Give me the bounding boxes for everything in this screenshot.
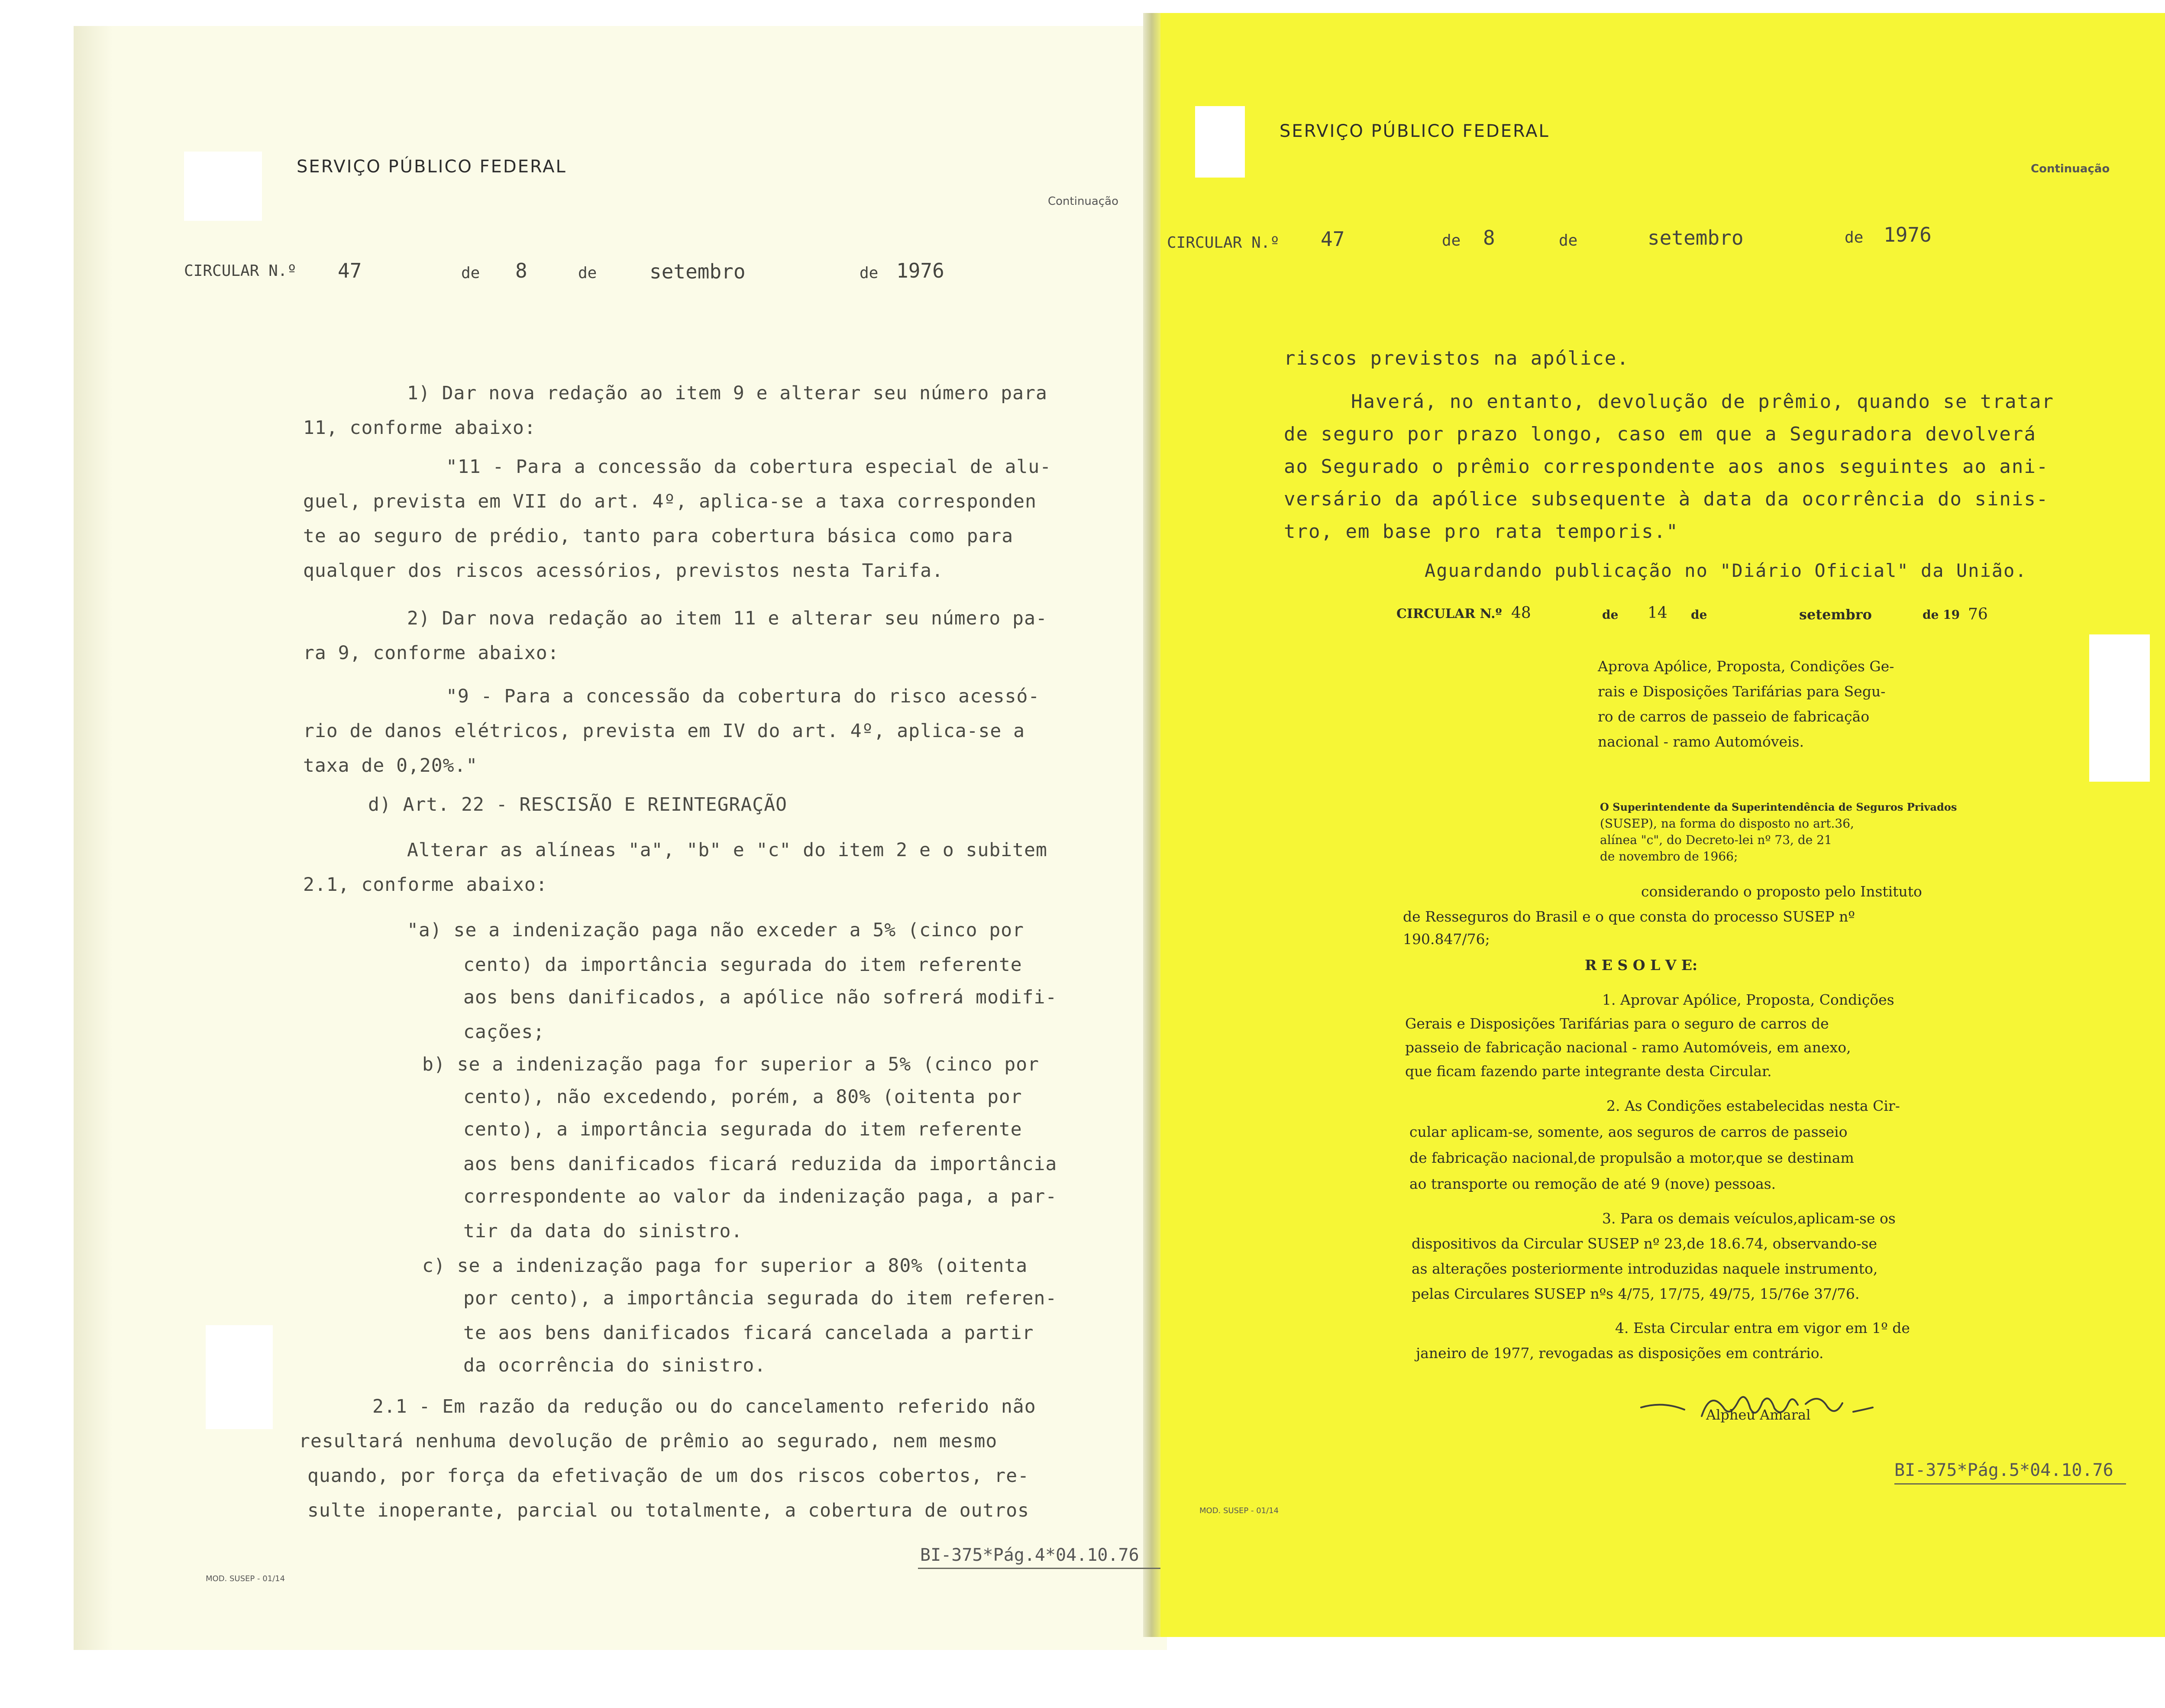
circular-month: setembro (1799, 606, 1872, 623)
body-line: ra 9, conforme abaixo: (303, 642, 559, 664)
body-line: cento), não excedendo, porém, a 80% (oitenta por (463, 1086, 1022, 1108)
circular-de: de (1845, 229, 1864, 246)
circular-year: 76 (1968, 605, 1988, 623)
preamble-line: alínea "c", do Decreto-lei nº 73, de 21 (1600, 833, 1832, 847)
body-line: ao Segurado o prêmio correspondente aos anos seguintes ao ani- (1284, 456, 2049, 478)
body-line: 2.1 - Em razão da redução ou do cancelamento referido não (372, 1396, 1036, 1417)
circular-heading (184, 262, 297, 280)
page-reference-underline (1894, 1483, 2126, 1485)
body-line: quando, por força da efetivação de um dos riscos cobertos, re- (307, 1465, 1030, 1487)
body-line: aos bens danificados ficará reduzida da importância (463, 1153, 1057, 1175)
resolve-heading: R E S O L V E: (1585, 957, 1698, 974)
page-reference: BI-375*Pág.5*04.10.76 (1894, 1460, 2113, 1480)
page-reference: BI-375*Pág.4*04.10.76 (920, 1545, 1139, 1565)
article-line: 1. Aprovar Apólice, Proposta, Condições (1602, 991, 1894, 1008)
ementa-line: rais e Disposições Tarifárias para Segu- (1598, 683, 1886, 700)
circular-month: setembro (650, 260, 746, 283)
article-line: que ficam fazendo parte integrante desta Circular. (1405, 1063, 1772, 1080)
article-line: 2. As Condições estabelecidas nesta Cir- (1606, 1097, 1900, 1114)
considering-line: 190.847/76; (1403, 931, 1490, 948)
body-line: aos bens danificados, a apólice não sofrerá modifi- (463, 987, 1057, 1008)
circular-heading (1396, 606, 1502, 621)
signature-name: Alpheu Amaral (1706, 1407, 1811, 1423)
article-line: 4. Esta Circular entra em vigor em 1º de (1615, 1320, 1910, 1336)
ementa-line: nacional - ramo Automóveis. (1598, 733, 1804, 750)
body-line: rio de danos elétricos, prevista em IV do art. 4º, aplica-se a (303, 720, 1025, 742)
page-header: SERVIÇO PÚBLICO FEDERAL (297, 157, 567, 177)
circular-number: 47 (1321, 227, 1345, 251)
article-line: de fabricação nacional,de propulsão a motor,que se destinam (1409, 1149, 1854, 1166)
body-line: de seguro por prazo longo, caso em que a Seguradora devolverá (1284, 423, 2036, 445)
ementa-line: Aprova Apólice, Proposta, Condições Ge- (1598, 658, 1894, 675)
considering-line: considerando o proposto pelo Instituto (1641, 883, 1922, 900)
left-page-edge-shadow (74, 26, 113, 1650)
redaction-block (206, 1325, 273, 1429)
body-line: c) se a indenização paga for superior a 80% (oitenta (422, 1255, 1028, 1277)
body-line: 11, conforme abaixo: (303, 417, 536, 439)
page-header: SERVIÇO PÚBLICO FEDERAL (1280, 121, 1550, 141)
body-line: resultará nenhuma devolução de prêmio ao segurado, nem mesmo (299, 1430, 998, 1452)
body-line: te ao seguro de prédio, tanto para cobertura básica como para (303, 525, 1014, 547)
circular-label: CIRCULAR N.º (1396, 606, 1502, 621)
article-line: cular aplicam-se, somente, aos seguros de carros de passeio (1409, 1123, 1848, 1140)
body-line: "a) se a indenização paga não exceder a 5% (cinco por (407, 919, 1024, 941)
body-line: versário da apólice subsequente à data da ocorrência do sinis- (1284, 488, 2049, 510)
redaction-block (184, 152, 262, 221)
body-line: 2) Dar nova redação ao item 11 e alterar seu número pa- (407, 608, 1047, 629)
circular-number: 48 (1511, 604, 1531, 622)
body-line: "11 - Para a concessão da cobertura especial de alu- (446, 456, 1052, 478)
circular-de: de (1442, 232, 1461, 249)
preamble-line: (SUSEP), na forma do disposto no art.36, (1600, 816, 1854, 831)
circular-day: 8 (515, 259, 527, 282)
body-line: sulte inoperante, parcial ou totalmente, a cobertura de outros (307, 1500, 1030, 1521)
preamble-line: O Superintendente da Superintendência de Seguros Privados (1600, 801, 1957, 813)
redaction-block (2089, 634, 2150, 782)
form-code: MOD. SUSEP - 01/14 (1199, 1506, 1279, 1515)
article-line: pelas Circulares SUSEP nºs 4/75, 17/75, 49/75, 15/76e 37/76. (1412, 1285, 1860, 1302)
body-line: 2.1, conforme abaixo: (303, 874, 548, 896)
circular-month: setembro (1648, 226, 1744, 249)
body-line: te aos bens danificados ficará cancelada a partir (463, 1322, 1034, 1344)
circular-de: de (578, 264, 597, 282)
body-line: Alterar as alíneas "a", "b" e "c" do item 2 e o subitem (407, 839, 1047, 861)
body-line: 1) Dar nova redação ao item 9 e alterar seu número para (407, 382, 1047, 404)
form-code: MOD. SUSEP - 01/14 (206, 1574, 285, 1583)
article-line: Gerais e Disposições Tarifárias para o seguro de carros de (1405, 1015, 1829, 1032)
body-line: qualquer dos riscos acessórios, previstos nesta Tarifa. (303, 560, 944, 582)
article-line: as alterações posteriormente introduzidas naquele instrumento, (1412, 1260, 1878, 1277)
circular-day: 8 (1483, 226, 1495, 249)
body-line: cento), a importância segurada do item referente (463, 1119, 1022, 1140)
body-line: guel, prevista em VII do art. 4º, aplica-se a taxa corresponden (303, 491, 1037, 512)
circular-de: de (1691, 608, 1707, 622)
circular-de: de (860, 264, 879, 282)
body-line: Haverá, no entanto, devolução de prêmio, quando se tratar (1351, 391, 2054, 413)
circular-de: de (1602, 608, 1619, 622)
body-line: cações; (463, 1021, 545, 1043)
article-line: ao transporte ou remoção de até 9 (nove) pessoas. (1409, 1175, 1776, 1192)
considering-line: de Resseguros do Brasil e o que consta do processo SUSEP nº (1403, 908, 1855, 925)
ementa-line: ro de carros de passeio de fabricação (1598, 708, 1870, 725)
body-line: riscos previstos na apólice. (1284, 347, 1629, 369)
preamble-line: de novembro de 1966; (1600, 849, 1738, 864)
circular-year: 1976 (896, 259, 944, 282)
body-line: tro, em base pro rata temporis." (1284, 521, 1679, 543)
continuation-label: Continuação (1048, 195, 1118, 208)
body-line: cento) da importância segurada do item referente (463, 954, 1022, 976)
circular-de: de (1559, 232, 1578, 249)
publication-note: Aguardando publicação no "Diário Oficial" da União. (1425, 560, 2027, 581)
article-line: passeio de fabricação nacional - ramo Automóveis, em anexo, (1405, 1039, 1851, 1056)
continuation-label: Continuação (2031, 162, 2110, 175)
circular-label: CIRCULAR N.º (184, 262, 297, 280)
body-line: tir da data do sinistro. (463, 1220, 743, 1242)
article-line: janeiro de 1977, revogadas as disposições em contrário. (1416, 1345, 1824, 1362)
section-heading: d) Art. 22 - RESCISÃO E REINTEGRAÇÃO (368, 794, 787, 815)
article-line: 3. Para os demais veículos,aplicam-se os (1602, 1210, 1896, 1227)
circular-de: de 19 (1923, 608, 1960, 622)
circular-heading (1167, 234, 1280, 252)
body-line: por cento), a importância segurada do item referen- (463, 1287, 1057, 1309)
body-line: b) se a indenização paga for superior a 5% (cinco por (422, 1054, 1040, 1075)
body-line: taxa de 0,20%." (303, 755, 478, 776)
page-reference-underline (918, 1568, 1160, 1569)
redaction-block (1195, 106, 1245, 178)
circular-de: de (461, 264, 480, 282)
body-line: correspondente ao valor da indenização paga, a par- (463, 1186, 1057, 1207)
circular-year: 1976 (1884, 223, 1932, 246)
circular-day: 14 (1648, 604, 1667, 622)
body-line: "9 - Para a concessão da cobertura do risco acessó- (446, 686, 1040, 707)
body-line: da ocorrência do sinistro. (463, 1355, 766, 1376)
article-line: dispositivos da Circular SUSEP nº 23,de 18.6.74, observando-se (1412, 1235, 1877, 1252)
circular-number: 47 (338, 259, 362, 282)
circular-label: CIRCULAR N.º (1167, 234, 1280, 252)
page-gutter (1143, 13, 1160, 1637)
